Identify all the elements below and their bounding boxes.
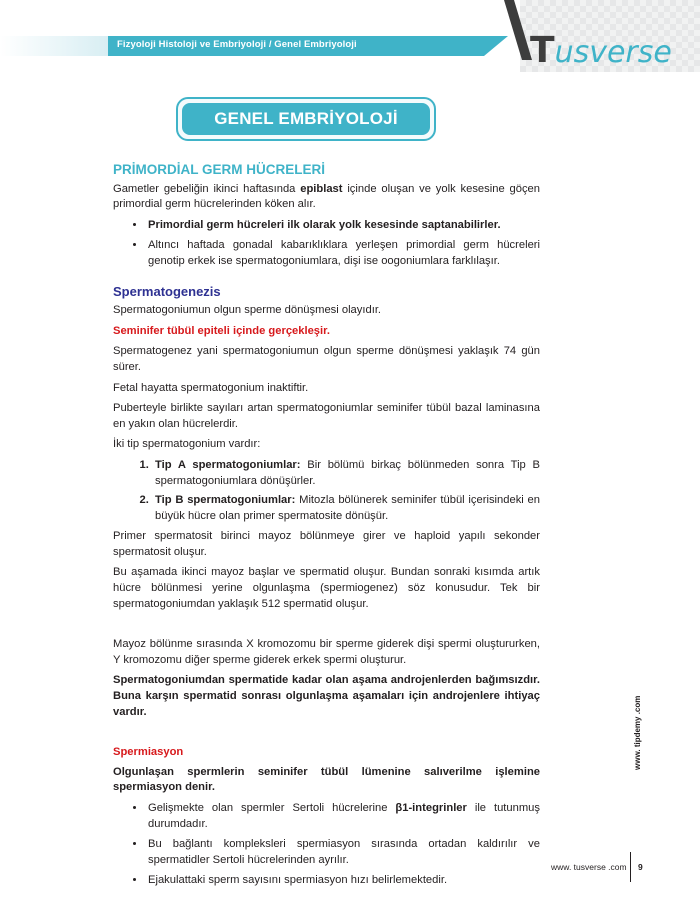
paragraph: Puberteyle birlikte sayıları artan spermatogoniumlar seminifer tübül bazal laminasına en yakın olan hücrelerdir.	[113, 402, 540, 430]
list-item: • Primordial germ hücreleri ilk olarak yolk kesesinde saptanabilirler.	[146, 218, 540, 234]
paragraph: Primer spermatosit birinci mayoz bölünmeye girer ve haploid yapılı sekonder spermatosit oluşur.	[113, 530, 540, 558]
section-heading-primordial: PRİMORDİAL GERM HÜCRELERİ	[113, 162, 326, 177]
page-title-box	[176, 97, 436, 141]
paragraph: Bu aşamada ikinci mayoz başlar ve spermatid oluşur. Bundan sonraki kısımda artık hücre bölünmesi yerine olgunlaşma (spermiogenez) söz konusudur. Tek bir spermatogoniumdan yaklaşık 512 spermatid oluşur.	[113, 566, 540, 610]
list-item: • Bu bağlantı kompleksleri spermiasyon sırasında ortadan kaldırılır ve spermatidler Sertoli hücrelerinden ayrılır.	[146, 837, 540, 868]
section-heading-spermiasyon: Spermiasyon	[113, 746, 184, 759]
page-title: GENEL EMBRİYOLOJİ	[214, 109, 398, 128]
spermatogonium-types-list	[113, 458, 540, 524]
breadcrumb: Fizyoloji Histoloji ve Embriyoloji / Genel Embriyoloji	[117, 39, 357, 50]
paragraph: Spermatogoniumun olgun sperme dönüşmesi olayıdır.	[113, 304, 382, 317]
footer-url: www. tusverse .com	[551, 862, 627, 872]
list-item: • Gelişmekte olan spermler Sertoli hücrelerine β1-integrinler ile tutunmuş durumdadır.	[146, 801, 540, 832]
paragraph: Spermatogenez yani spermatogoniumun olgun sperme dönüşmesi yaklaşık 74 gün sürer.	[113, 345, 540, 373]
list-item: 2. Tip B spermatogoniumlar: Mitozla bölünerek seminifer tübül içerisindeki en büyük hücre olan primer spermatosite dönüşür.	[152, 493, 540, 524]
page-number: 9	[638, 862, 643, 872]
footer-divider	[630, 852, 631, 882]
bold-paragraph: Olgunlaşan spermlerin seminifer tübül lümenine salıverilme işlemine spermiasyon denir.	[113, 765, 540, 794]
paragraph: İki tip spermatogonium vardır:	[113, 438, 261, 451]
tusverse-logo: Tusverse	[530, 30, 672, 71]
primordial-intro: Gametler gebeliğin ikinci haftasında epiblast içinde oluşan ve yolk kesesine göçen primordial germ hücrelerinden köken alır.	[113, 182, 540, 211]
highlight-paragraph: Seminifer tübül epiteli içinde gerçekleşir.	[113, 324, 330, 337]
content	[113, 162, 540, 894]
list-item: • Altıncı haftada gonadal kabarıklıklara yerleşen primordial germ hücreleri genotip erkek ise spermatogoniumlara, dişi ise oogoniumlara farklılaşır.	[146, 238, 540, 269]
bold-paragraph: Spermatogoniumdan spermatide kadar olan aşama androjenlerden bağımsızdır. Buna karşın spermatid sonrası olgunlaşma aşamaları için androjenlere ihtiyaç vardır.	[113, 674, 540, 718]
paragraph: Fetal hayatta spermatogonium inaktiftir.	[113, 381, 309, 394]
spermiasyon-list	[113, 801, 540, 889]
primordial-list	[113, 218, 540, 270]
list-item: • Ejakulattaki sperm sayısını spermiasyon hızı belirlemektedir.	[146, 873, 540, 889]
side-url: www. tipdemy .com	[633, 695, 642, 770]
header-fade	[0, 36, 108, 56]
list-item: 1. Tip A spermatogoniumlar: Bir bölümü birkaç bölünmeden sonra Tip B spermatogoniumlara dönüşürler.	[152, 458, 540, 489]
section-heading-spermatogenezis: Spermatogenezis	[113, 283, 221, 299]
paragraph: Mayoz bölünme sırasında X kromozomu bir sperme giderek dişi spermi oluştururken, Y kromozomu diğer sperme giderek erkek spermi oluşturur.	[113, 638, 540, 666]
